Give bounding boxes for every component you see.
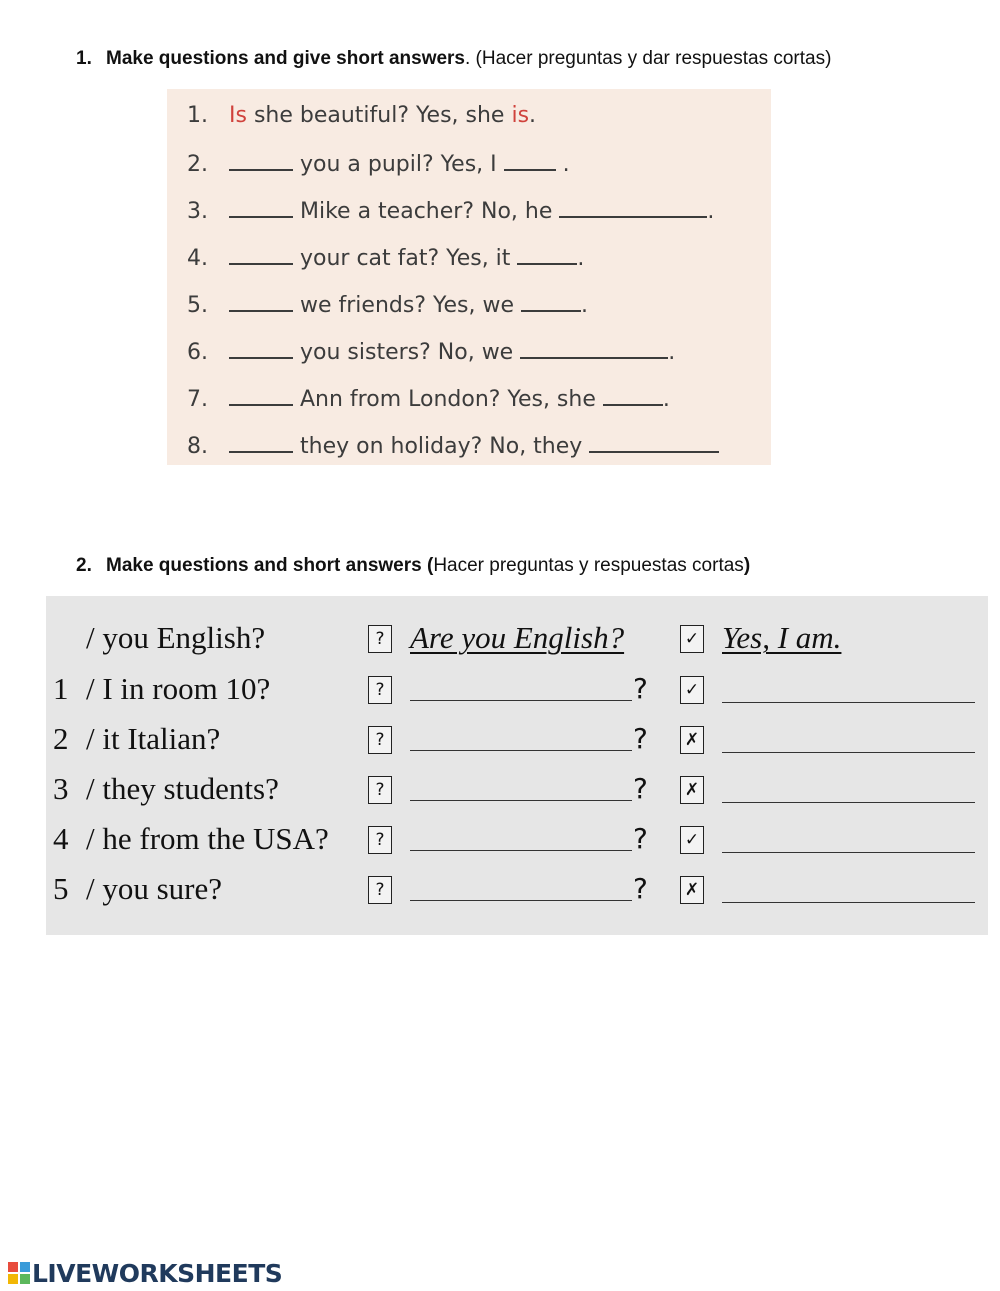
question-mark: ?: [633, 722, 648, 755]
answer-blank[interactable]: [722, 852, 975, 853]
question-box-icon: ?: [368, 726, 392, 754]
prompt-text: / I in room 10?: [86, 671, 271, 706]
item-text: you sisters? No, we: [300, 340, 514, 365]
cross-box-icon: ✗: [680, 726, 704, 754]
item-text: your cat fat? Yes, it: [300, 246, 511, 271]
exercise-2-item: [46, 667, 988, 711]
item-end: .: [577, 246, 585, 271]
exercise-title: Make questions and short answers (: [106, 555, 434, 576]
verb-blank[interactable]: [229, 192, 293, 218]
exercise-1-item: [187, 239, 584, 275]
question-blank[interactable]: [410, 700, 632, 701]
logo-text: LIVEWORKSHEETS: [32, 1258, 283, 1288]
check-box-icon: ✓: [680, 826, 704, 854]
exercise-1-item: [187, 380, 670, 416]
exercise-1-item: [187, 333, 675, 369]
verb-blank[interactable]: [229, 145, 293, 171]
exercise-1-panel: [167, 89, 771, 465]
question-blank[interactable]: [410, 900, 632, 901]
item-number: 4.: [187, 246, 208, 271]
item-number: 8.: [187, 434, 208, 459]
exercise-1-heading: [76, 48, 831, 70]
exercise-1-item: [187, 98, 536, 134]
answer-blank[interactable]: [722, 802, 975, 803]
question-box-icon: ?: [368, 776, 392, 804]
exercise-1-item: [187, 192, 714, 228]
answer-blank[interactable]: [722, 902, 975, 903]
question-box-icon: ?: [368, 876, 392, 904]
item-number: 1: [53, 671, 69, 706]
exercise-2-item: [46, 767, 988, 811]
answer-blank[interactable]: [521, 286, 581, 312]
question-box-icon: ?: [368, 625, 392, 653]
exercise-number: 2.: [76, 555, 92, 576]
answer-blank[interactable]: [722, 702, 975, 703]
logo-block: [8, 1274, 18, 1284]
verb-blank[interactable]: [229, 239, 293, 265]
verb-blank[interactable]: [229, 380, 293, 406]
exercise-number: 1.: [76, 48, 92, 69]
item-number: 5.: [187, 293, 208, 318]
example-row: [46, 616, 988, 660]
logo-block: [20, 1262, 30, 1272]
item-number: 5: [53, 871, 69, 906]
example-answer: is: [511, 103, 530, 128]
item-text: you a pupil? Yes, I: [300, 152, 497, 177]
prompt-text: / it Italian?: [86, 721, 221, 756]
item-end: .: [668, 340, 676, 365]
item-text: she beautiful? Yes, she: [246, 103, 512, 128]
item-number: 2.: [187, 152, 208, 177]
answer-blank[interactable]: [603, 380, 663, 406]
answer-blank[interactable]: [559, 192, 707, 218]
check-box-icon: ✓: [680, 625, 704, 653]
question-blank[interactable]: [410, 850, 632, 851]
exercise-title: Make questions and give short answers: [106, 48, 465, 69]
item-text: they on holiday? No, they: [300, 434, 583, 459]
question-mark: ?: [633, 822, 648, 855]
item-number: 1.: [187, 103, 208, 128]
logo-block: [8, 1262, 18, 1272]
check-box-icon: ✓: [680, 676, 704, 704]
example-answer: Yes, I am.: [722, 620, 842, 655]
exercise-1-item: [187, 427, 719, 463]
item-text: we friends? Yes, we: [300, 293, 515, 318]
item-text: Mike a teacher? No, he: [300, 199, 553, 224]
item-number: 3.: [187, 199, 208, 224]
exercise-translation: Hacer preguntas y respuestas cortas: [433, 555, 744, 576]
item-number: 4: [53, 821, 69, 856]
answer-blank[interactable]: [504, 145, 556, 171]
item-end: .: [529, 103, 537, 128]
question-box-icon: ?: [368, 826, 392, 854]
prompt-text: / you sure?: [86, 871, 223, 906]
question-mark: ?: [633, 672, 648, 705]
answer-blank[interactable]: [517, 239, 577, 265]
item-end: .: [707, 199, 715, 224]
answer-blank[interactable]: [722, 752, 975, 753]
cross-box-icon: ✗: [680, 776, 704, 804]
exercise-2-item: [46, 717, 988, 761]
answer-blank[interactable]: [520, 333, 668, 359]
prompt-text: / he from the USA?: [86, 821, 329, 856]
exercise-1-item: [187, 145, 570, 181]
item-number: 6.: [187, 340, 208, 365]
exercise-translation: . (Hacer preguntas y dar respuestas cortas): [465, 48, 832, 69]
verb-blank[interactable]: [229, 333, 293, 359]
cross-box-icon: ✗: [680, 876, 704, 904]
verb-blank[interactable]: [229, 286, 293, 312]
item-end: .: [662, 387, 670, 412]
item-end: .: [555, 152, 570, 177]
question-blank[interactable]: [410, 750, 632, 751]
logo-block: [20, 1274, 30, 1284]
exercise-2-panel: [46, 596, 988, 935]
item-end: .: [581, 293, 589, 318]
question-mark: ?: [633, 772, 648, 805]
exercise-title-close: ): [743, 555, 751, 576]
item-text: Ann from London? Yes, she: [300, 387, 596, 412]
question-blank[interactable]: [410, 800, 632, 801]
example-question: Are you English?: [410, 620, 625, 655]
item-number: 2: [53, 721, 69, 756]
logo-blocks-icon: [8, 1262, 30, 1284]
answer-blank[interactable]: [589, 427, 719, 453]
exercise-1-item: [187, 286, 588, 322]
exercise-2-item: [46, 817, 988, 861]
prompt-text: / they students?: [86, 771, 279, 806]
verb-blank[interactable]: [229, 427, 293, 453]
example-verb: Is: [229, 103, 247, 128]
liveworksheets-logo[interactable]: [8, 1258, 282, 1288]
exercise-2-heading: [76, 555, 750, 577]
question-mark: ?: [633, 872, 648, 905]
exercise-2-item: [46, 867, 988, 911]
prompt-text: / you English?: [86, 620, 266, 655]
question-box-icon: ?: [368, 676, 392, 704]
item-number: 3: [53, 771, 69, 806]
item-number: 7.: [187, 387, 208, 412]
